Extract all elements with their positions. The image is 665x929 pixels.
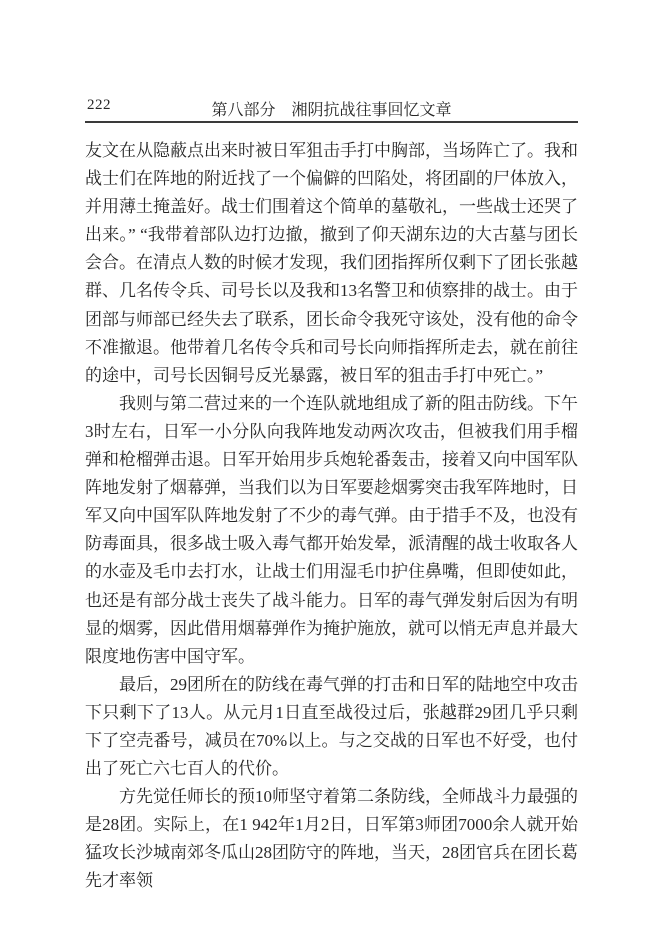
body-paragraph: 最后，29团所在的防线在毒气弹的打击和日军的陆地空中攻击下只剩下了13人。从元月1日直至战役过后，张越群29团几乎只剩下了空壳番号，减员在70%以上。与之交战的日军也不好受，也付出了死亡六七百人的代价。 bbox=[85, 674, 578, 779]
page-number: 222 bbox=[87, 97, 111, 113]
running-header bbox=[85, 97, 578, 120]
body-text bbox=[85, 137, 578, 896]
section-label: 第八部分 bbox=[211, 102, 276, 119]
body-paragraph: 友文在从隐蔽点出来时被日军狙击手打中胸部，当场阵亡了。我和战士们在阵地的附近找了一个偏僻的凹陷处，将团副的尸体放入，并用薄土掩盖好。战士们围着这个简单的墓敬礼，一些战士还哭了出来。” “我带着部队边打边撤，撤到了仰天湖东边的大古墓与团长会合。在清点人数的时候才发现，我们团指挥所仅剩下了团长张越群、几名传令兵、司号长以及我和13名警卫和侦察排的战士。由于团部与师部已经失去了联系，团长命令我死守该处，没有他的命令不准撤退。他带着几名传令兵和司号长向师指挥所走去，就在前往的途中，司号长因铜号反光暴露，被日军的狙击手打中死亡。” bbox=[85, 141, 578, 385]
body-paragraph: 方先觉任师长的预10师坚守着第二条防线，全师战斗力最强的是28团。实际上，在1 942年1月2日，日军第3师团7000余人就开始猛攻长沙城南郊冬瓜山28团防守的阵地，当天，28团官兵在团长葛先才率领 bbox=[85, 787, 578, 891]
page-header bbox=[85, 97, 578, 123]
chapter-title: 湘阴抗战往事回忆文章 bbox=[291, 102, 452, 119]
body-paragraph: 我则与第二营过来的一个连队就地组成了新的阻击防线。下午3时左右，日军一小分队向我阵地发动两次攻击，但被我们用手榴弹和枪榴弹击退。日军开始用步兵炮轮番轰击，接着又向中国军队阵地发射了烟幕弹，当我们以为日军要趁烟雾突击我军阵地时，日军又向中国军队阵地发射了不少的毒气弹。由于措手不及，也没有防毒面具，很多战士吸入毒气都开始发晕，派清醒的战士收取各人的水壶及毛巾去打水，让战士们用湿毛巾护住鼻嘴，但即使如此，也还是有部分战士丧失了战斗能力。日军的毒气弹发射后因为有明显的烟雾，因此借用烟幕弹作为掩护施放，就可以悄无声息并最大限度地伤害中国守军。 bbox=[85, 393, 578, 666]
